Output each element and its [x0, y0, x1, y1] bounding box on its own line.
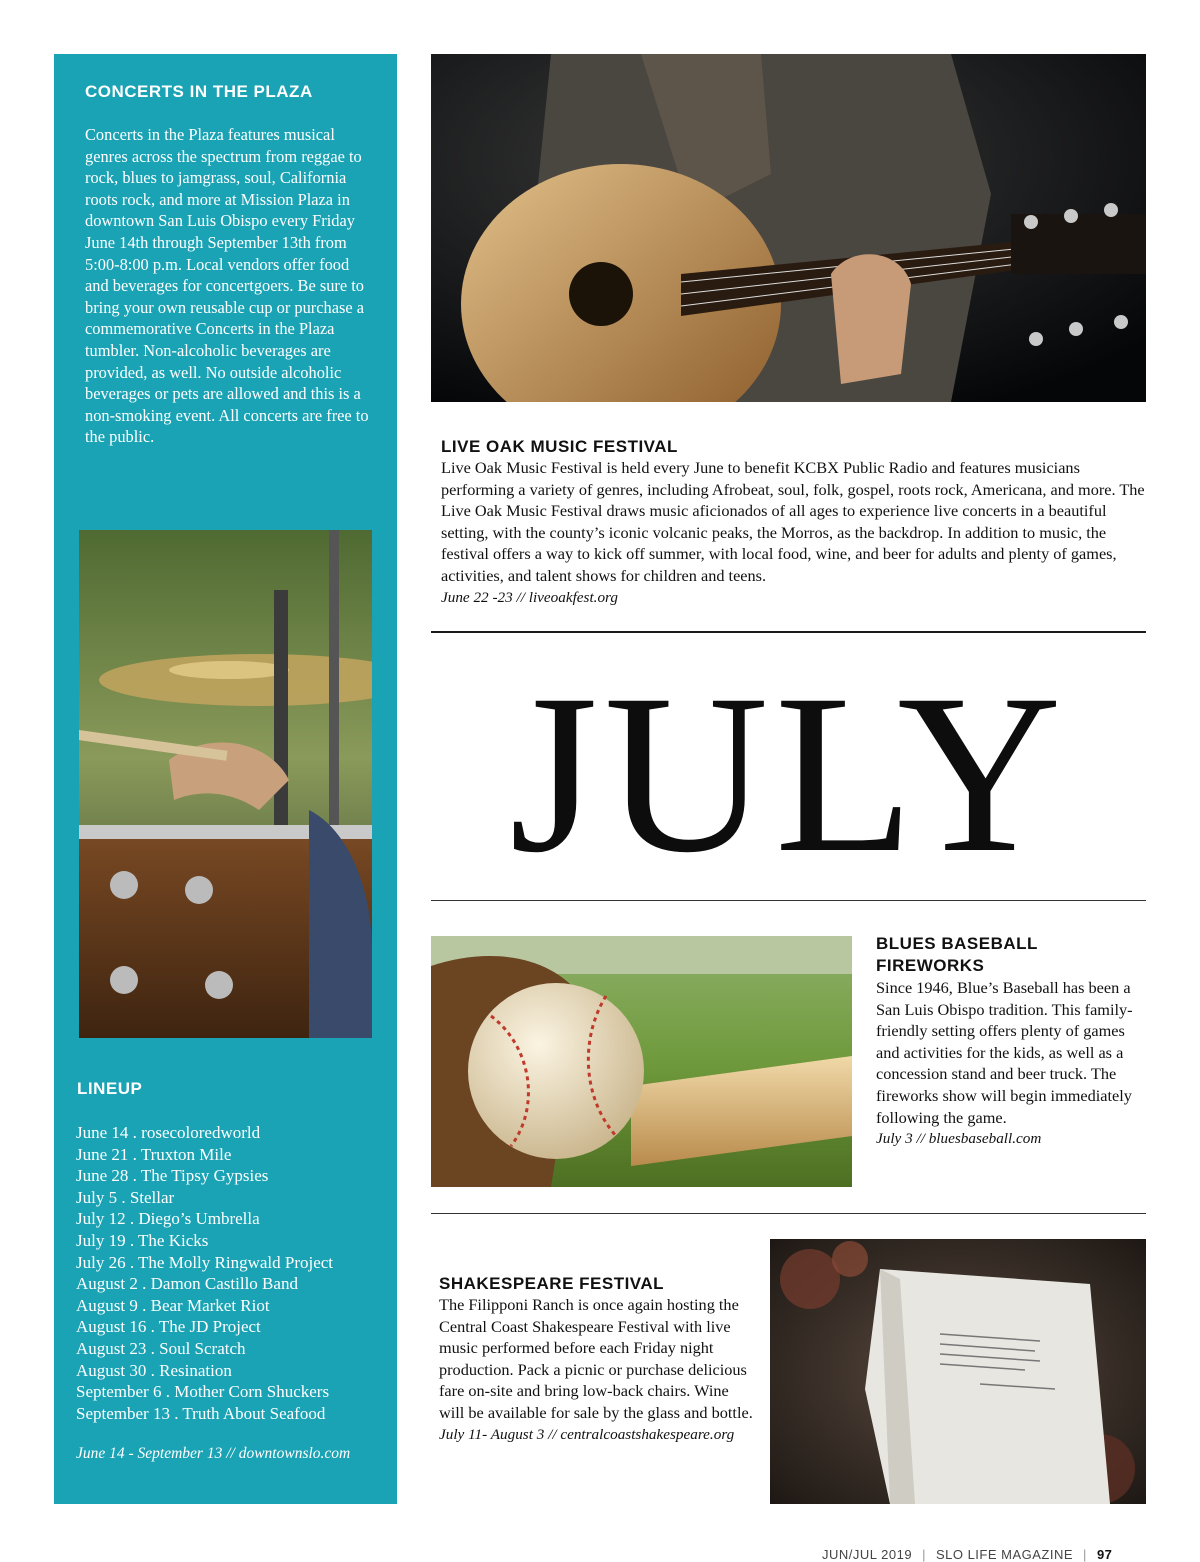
live-oak-heading: LIVE OAK MUSIC FESTIVAL — [441, 437, 678, 456]
shakespeare-article — [439, 1274, 754, 1444]
folio-separator: | — [1083, 1547, 1087, 1562]
page-folio — [822, 1547, 1112, 1562]
lineup-item: August 30 . Resination — [76, 1360, 232, 1380]
blues-body: Since 1946, Blue’s Baseball has been a San Luis Obispo tradition. This family-friendly setting offers plenty of games and activities for the kids, as well as a concession stand and beer truck. The fireworks show will begin immediately following the game. — [876, 978, 1133, 1127]
page-number: 97 — [1096, 1547, 1113, 1562]
lineup-item: July 12 . Diego’s Umbrella — [76, 1209, 260, 1229]
live-oak-body: Live Oak Music Festival is held every June to benefit KCBX Public Radio and features musicians performing a variety of genres, including Afrobeat, soul, folk, gospel, roots rock, Americana, and more. The Live Oak Music Festival draws music aficionados of all ages to experience live concerts in a beautiful setting, with the county’s iconic volcanic peaks, the Morros, as the backdrop. In addition to music, the festival offers a way to kick off summer, with local food, wine, and beer for adults and plenty of games, activities, and talent shows for children and teens. — [441, 458, 1145, 585]
folio-magazine: SLO LIFE MAGAZINE — [935, 1547, 1074, 1562]
divider — [431, 631, 1146, 633]
folio-separator: | — [922, 1547, 926, 1562]
lineup-item: August 2 . Damon Castillo Band — [76, 1274, 298, 1294]
blues-meta: July 3 // bluesbaseball.com — [876, 1130, 1042, 1148]
lineup-item: June 14 . rosecoloredworld — [76, 1123, 261, 1142]
book-photo — [770, 1239, 1146, 1504]
lineup-heading: LINEUP — [77, 1079, 143, 1098]
lineup-list — [76, 1122, 386, 1424]
guitar-photo — [431, 54, 1146, 402]
blues-heading: BLUES BASEBALL FIREWORKS — [876, 934, 1038, 975]
divider — [431, 900, 1146, 901]
lineup-item: September 6 . Mother Corn Shuckers — [76, 1382, 330, 1402]
concerts-body: Concerts in the Plaza features musical genres across the spectrum from reggae to rock, blues to jamgrass, soul, California roots rock, and more at Mission Plaza in downtown San Luis Obispo every Friday June 14th through September 13th from 5:00-8:00 p.m. Local vendors offer food and beverages for concertgoers. Be sure to bring your own reusable cup or purchase a commemorative Concerts in the Plaza tumbler. Non-alcoholic beverages are provided, as well. No outside alcoholic beverages or pets are allowed and this is a non-smoking event. All concerts are free to the public. — [85, 125, 369, 447]
shakespeare-meta: July 11- August 3 // centralcoastshakespeare.org — [439, 1425, 735, 1443]
concerts-footer: June 14 - September 13 // downtownslo.com — [76, 1445, 351, 1462]
drum-kit-photo — [79, 530, 372, 1038]
lineup-item: July 26 . The Molly Ringwald Project — [76, 1252, 334, 1272]
lineup-item: July 19 . The Kicks — [76, 1230, 209, 1250]
blues-article — [876, 933, 1138, 1148]
concerts-heading: CONCERTS IN THE PLAZA — [85, 82, 313, 101]
live-oak-article — [441, 437, 1146, 607]
divider — [431, 1213, 1146, 1214]
lineup-item: June 21 . Truxton Mile — [76, 1144, 232, 1164]
shakespeare-heading: SHAKESPEARE FESTIVAL — [439, 1274, 665, 1293]
lineup-item: August 9 . Bear Market Riot — [76, 1295, 270, 1315]
lineup-item: August 23 . Soul Scratch — [76, 1338, 246, 1358]
baseball-photo — [431, 936, 852, 1187]
month-title: JULY — [509, 648, 1068, 900]
lineup-item: September 13 . Truth About Seafood — [76, 1403, 326, 1423]
folio-issue: JUN/JUL 2019 — [822, 1547, 913, 1562]
lineup-item: July 5 . Stellar — [76, 1187, 175, 1207]
lineup-item: June 28 . The Tipsy Gypsies — [76, 1166, 269, 1186]
live-oak-meta: June 22 -23 // liveoakfest.org — [441, 588, 618, 606]
shakespeare-body: The Filipponi Ranch is once again hosting the Central Coast Shakespeare Festival with live music performed before each Friday night production. Pack a picnic or purchase delicious fare on-site and bring low-back chairs. Wine will be available for sale by the glass and bottle. — [439, 1295, 753, 1422]
lineup-item: August 16 . The JD Project — [76, 1317, 261, 1337]
